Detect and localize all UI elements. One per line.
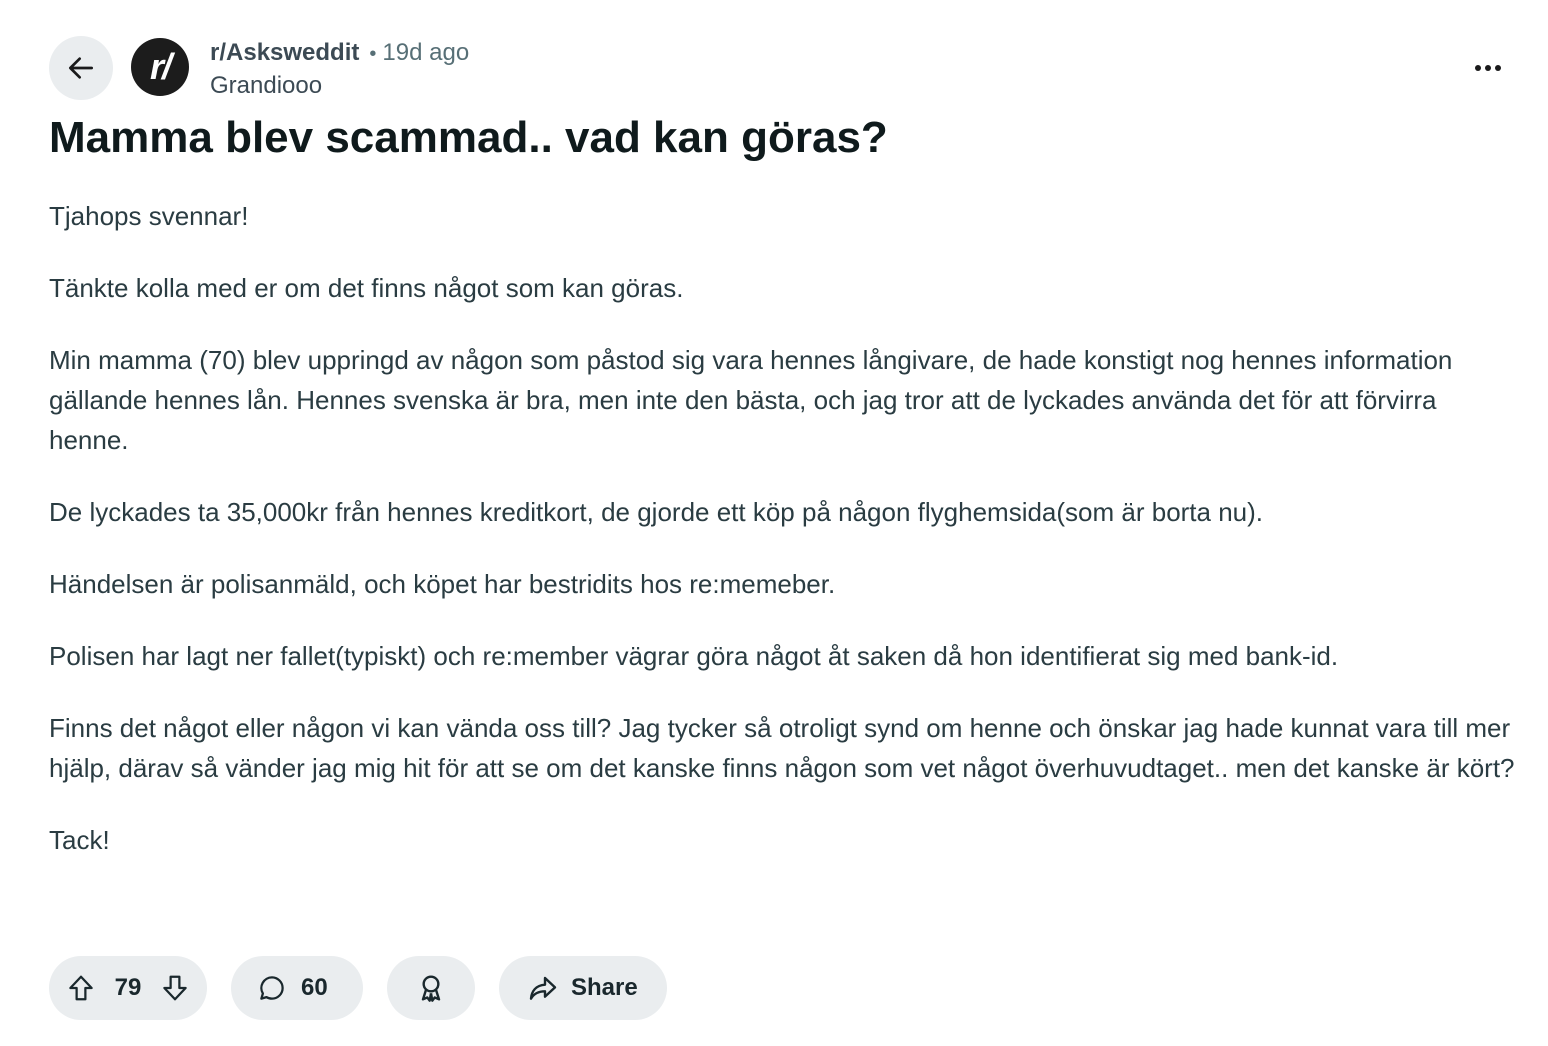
downvote-button[interactable] <box>159 972 191 1004</box>
subreddit-avatar[interactable]: r/ <box>131 38 189 96</box>
award-button[interactable] <box>387 956 475 1020</box>
more-horizontal-icon <box>1473 63 1503 73</box>
post-paragraph: Tack! <box>49 825 110 855</box>
post-paragraph: Polisen har lagt ner fallet(typiskt) och re:member vägrar göra något åt saken då hon identifierat sig med bank-id. <box>49 641 1339 671</box>
more-options-button[interactable] <box>1468 48 1508 88</box>
vote-control <box>49 956 207 1020</box>
comment-bubble-icon <box>257 973 287 1003</box>
post-paragraph: Finns det något eller någon vi kan vända oss till? Jag tycker så otroligt synd om henne och önskar jag hade kunnat vara till mer hjälp, därav så vänder jag mig hit för att se om det kanske finns någon som vet något överhuvudtaget.. men det kanske är kört? <box>49 713 1515 783</box>
author-name[interactable]: Grandiooo <box>210 72 323 99</box>
upvote-arrow-icon <box>66 973 96 1003</box>
share-label: Share <box>571 974 638 1001</box>
share-arrow-icon <box>527 972 559 1004</box>
arrow-left-icon <box>65 52 97 84</box>
post-paragraph: Min mamma (70) blev uppringd av någon som påstod sig vara hennes långivare, de hade konstigt nog hennes information gällande hennes lån. Hennes svenska är bra, men inte den bästa, och jag tror att de lyckades använda det för att förvirra henne. <box>49 345 1453 455</box>
post-paragraph: Händelsen är polisanmäld, och köpet har bestridits hos re:memeber. <box>49 569 836 599</box>
post-age: 19d ago <box>382 39 470 66</box>
subreddit-name[interactable]: r/Asksweddit <box>210 39 360 66</box>
back-button[interactable] <box>49 36 113 100</box>
upvote-button[interactable] <box>65 972 97 1004</box>
post-body <box>49 196 1519 892</box>
post-paragraph: Tjahops svennar! <box>49 201 249 231</box>
vote-score: 79 <box>114 974 142 1001</box>
meta-separator: • <box>369 43 377 65</box>
share-button[interactable] <box>499 956 667 1020</box>
post-paragraph: De lyckades ta 35,000kr från hennes kreditkort, de gjorde ett köp på någon flyghemsida(som är borta nu). <box>49 497 1264 527</box>
post-meta <box>210 38 469 101</box>
downvote-arrow-icon <box>160 973 190 1003</box>
post-title: Mamma blev scammad.. vad kan göras? <box>49 113 888 162</box>
comment-count: 60 <box>301 974 328 1001</box>
award-ribbon-icon <box>415 972 447 1004</box>
post-header <box>49 36 1508 100</box>
post-actions-bar <box>49 956 667 1020</box>
comments-button[interactable] <box>231 956 363 1020</box>
post-paragraph: Tänkte kolla med er om det finns något som kan göras. <box>49 273 684 303</box>
